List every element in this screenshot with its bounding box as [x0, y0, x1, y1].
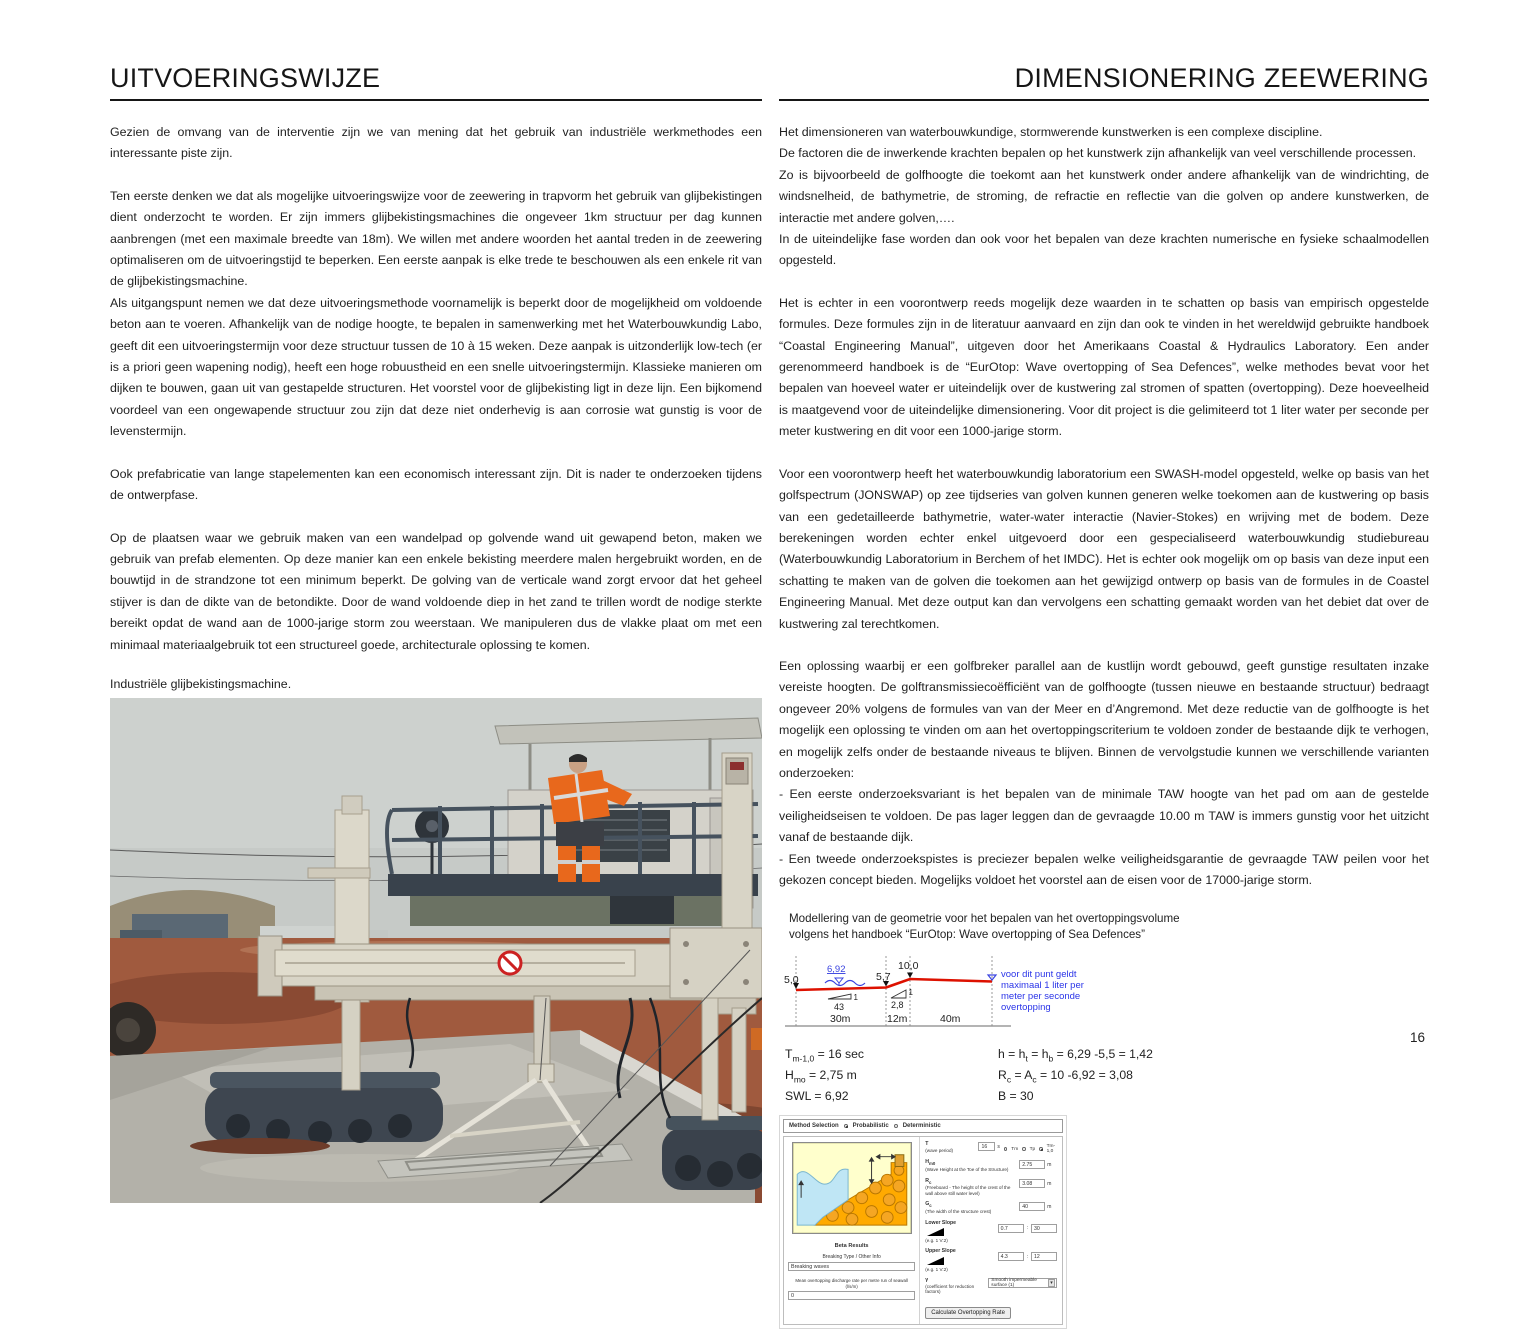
slope1-h: 43: [834, 1002, 845, 1013]
water-surface-wave: [825, 981, 865, 986]
level-mid-label: 5,7: [876, 971, 891, 984]
lower-slope-row: Lower Slope (e.g. 1 V:2) 0.7 : 30: [925, 1221, 1057, 1244]
p1-line: In de uiteindelijke fase worden dan ook voor het bepalen van deze krachten numerische en fysieke schaalmodellen opgesteld.: [779, 232, 1429, 268]
freeboard-row: $R_c$ (Freeboard - The height of the crest of the wall above still water level) 3.08 m: [925, 1177, 1052, 1196]
right-crawler-track: [662, 1116, 762, 1190]
p1-line: Het dimensioneren van waterbouwkundige, stormwerende kunstwerken is een complexe discipline.: [779, 125, 1323, 139]
tp-radio[interactable]: [1022, 1147, 1025, 1151]
left-paragraph-3: Ook prefabricatie van lange stapelementen kan een economisch interessant zijn. Dit is nader te onderzoeken tijdens de ontwerpfase.: [110, 466, 762, 503]
svg-text:overtopping: overtopping: [1001, 1002, 1051, 1014]
page-number: 16: [1409, 1030, 1425, 1045]
method-selection-bar: [783, 1119, 1063, 1133]
left-paragraph-4: Op de plaatsen waar we gebruik maken van een wandelpad op golvende wand uit gewapend beton, maken we gebruik van prefab elementen. Op deze manier kan een enkele bekisting meerdere malen hergebruikt worden, en de bouwtijd in de strandzone tot een minimum beperkt. De golving van de verticale wand zorgt ervoor dat het geheel stijver is dan de dikte van de betondikte. Door de wand voldoende diep in het zand te trillen wordt de nodige sterkte bereikt opdat de wand aan de 1000-jarige storm zou weerstaan. We manipuleren dus de vlakke plaat om met een minimaal materiaalgebruik tot een structureel goede, architecturale oplossing te komen.: [110, 530, 762, 652]
wave-height-input[interactable]: 2.75: [1019, 1160, 1045, 1169]
right-paragraph-3: Voor een voorontwerp heeft het waterbouwkundig laboratorium een SWASH-model opgesteld, welke op basis van het golfspectrum (JONSWAP) op zee tijdseries van golven kunnen generen welke toekomen aan de kustwering op basis van een gedetailleerde bathymetrie, water-water interactie (Navier-Stokes) en wrijving met de bodem. Deze berekeningen worden echter enkel uitgevoerd door een gespecialiseerd waterbouwkundig studiebureau (Waterbouwkundig Laboratorium in Berchem of het IMDC). Het is echter ook mogelijk om op basis van deze input een schatting te maken van de golven die toekomen aan het gewijzigd ontwerp op basis van de formules in de Coastel Engineering Manual. Met deze output kan dan vervolgens een schatting gemaakt worden van het debiet dat over de kustwering zal terechtkomen.: [779, 466, 1429, 631]
crest-width-input[interactable]: 40: [1019, 1202, 1045, 1211]
discharge-label: Mean overtopping discharge rate per metre run of seawall (l/s/m): [795, 1278, 908, 1289]
breaking-type-field[interactable]: Breaking waves: [788, 1262, 915, 1271]
lower-slope-h-input[interactable]: 30: [1031, 1224, 1057, 1233]
profile-line: [796, 979, 992, 990]
left-paragraph-2b: Als uitgangspunt nemen we dat deze uitvoeringsmethode voornamelijk is beperkt door de mogelijkheid om voldoende beton aan te voeren. Afhankelijk van de nodige hoogte, te bepalen in samenwerking met het Waterbouwkundig Labo, geeft dit een uitvoeringstermijn voor deze structuur tussen de 10 à 15 weken. Deze aanpak is uitzonderlijk low-tech (er is a priori geen wapening nodig), heeft een hoge robuustheid en een snelle uitvoeringstermijn. Klassieke manieren om dijken te bouwen, gaan uit van gestapelde structuren. Het voorstel voor de glijbekisting ligt in deze lijn. Een bijkomend voordeel van een ongewapende structuur zou zijn dat deze niet onderhevig is aan corrosie wat gunstig is voor de levenstermijn.: [110, 295, 762, 439]
slope-triangle-icon: [927, 1228, 944, 1236]
photo-slipform-machine: [110, 698, 762, 1208]
tm-radio[interactable]: [1004, 1147, 1007, 1151]
structure-section-image: [792, 1142, 912, 1234]
probabilistic-radio[interactable]: [844, 1124, 848, 1128]
crest-width-row: $G_c$ (The width of the structure crest) 40 m: [925, 1201, 1052, 1215]
tm10-radio[interactable]: [1039, 1147, 1042, 1151]
overtopping-note: [1001, 969, 1084, 1013]
left-column: [110, 63, 762, 1208]
swl-label: 6,92: [827, 964, 846, 976]
upper-slope-v-input[interactable]: 4.3: [998, 1252, 1024, 1261]
tool-right-pane: [920, 1137, 1062, 1324]
right-paragraph-4: [779, 656, 1429, 891]
slipform-machine-illustration: [110, 698, 762, 1203]
formula-right: $h = h_t = h_b = 6,29$ -5,5 = 1,42 $R_c = A_c = 10$ -6,92 = 3,08 B = 30: [998, 1047, 1153, 1104]
formula-block: [779, 1046, 1429, 1102]
left-paragraph-2a: Ten eerste denken we dat als mogelijke uitvoeringswijze voor de zeewering in trapvorm het gebruik van glijbekistingen dient onderzocht te worden. Er zijn immers glijbekistingsmachines die ongeveer 1km structuur per dag kunnen aanbrengen (met een maximale breedte van 18m). We willen met andere woorden het aantal treden in de zeewering optimaliseren om de uitvoeringstijd te beperken. Een eerste aanpak is elke trede te beschouwen als een enkele rit van de glijbekistingsmachine.: [110, 188, 762, 289]
right-heading: DIMENSIONERING ZEEWERING: [779, 63, 1429, 101]
level-left-label: 5,0: [784, 974, 799, 987]
method-selection-label: Method Selection: [789, 1123, 839, 1130]
svg-text:meter per seconde: meter per seconde: [1001, 991, 1081, 1003]
right-column: [779, 63, 1429, 1329]
overtopping-geometry-diagram: [783, 952, 1119, 1042]
discharge-field[interactable]: 0: [788, 1291, 915, 1300]
upper-slope-row: Upper Slope (e.g. 1 V:2) 4.3 : 12: [925, 1249, 1057, 1272]
slope2-h: 2,8: [891, 1000, 904, 1011]
wave-height-row: $H_{m0}$ (Wave Height at the Toe of the Structure) 2.75 m: [925, 1159, 1052, 1173]
p1-line: De factoren die de inwerkende krachten bepalen op het kunstwerk zijn afhankelijk van veel verschillende processen.: [779, 146, 1417, 161]
wave-period-row: T (wave period) 16 s Tm Tp Tm-1,0: [925, 1141, 1056, 1155]
diagram-caption: Modellering van de geometrie voor het bepalen van het overtoppingsvolume volgens het handboek “EurOtop: Wave overtopping of Sea Defences”: [789, 912, 1180, 941]
formula-left: $T_{m-1,0} = 16$ sec $H_{mo} = 2,75$ m SWL = 6,92: [785, 1047, 864, 1104]
svg-text:voor dit punt geldt: voor dit punt geldt: [1001, 969, 1077, 981]
beta-results-title: Beta Results: [834, 1243, 869, 1250]
right-paragraph-1: [779, 122, 1429, 272]
photo-caption: Industriële glijbekistingsmachine.: [110, 676, 292, 691]
left-paragraph-1: Gezien de omvang van de interventie zijn we van mening dat het gebruik van industriële werkmethodes een interessante piste zijn.: [110, 125, 762, 161]
tool-left-pane: [784, 1137, 920, 1324]
dropdown-arrow-icon[interactable]: ▾: [1048, 1279, 1055, 1287]
svg-text:maximaal 1 liter per: maximaal 1 liter per: [1001, 980, 1084, 992]
dim-12m: 12m: [887, 1013, 908, 1026]
calculate-overtopping-button[interactable]: Calculate Overtopping Rate: [925, 1307, 1011, 1319]
right-paragraph-2: Het is echter in een voorontwerp reeds mogelijk deze waarden in te schatten op basis van empirisch opgestelde formules. Deze formules zijn in de literatuur aanvaard en zijn dan ook te vinden in het wereldwijd gebruikte handboek “Coastal Engineering Manual”, uitgeven door het Amerikaans Coastal & Hydraulics Laboratory. Een ander gerenommeerd handboek is de “EurOtop: Wave overtopping of Sea Defences”, welke methodes bevat voor het bepalen van hoeveel water er uiteindelijk over de kustwering zal stromen of spatten (overtopping). Deze hoeveelheid is maatgevend voor de uiteindelijke dimensionering. Voor dit project is die gelimiteerd tot 1 liter water per seconde per meter kustwering en dit voor een 1000-jarige storm.: [779, 295, 1429, 439]
dim-30m: 30m: [830, 1013, 851, 1026]
slope-triangle-icon: [927, 1257, 944, 1265]
p1-line: Zo is bijvoorbeeld de golfhoogte die toekomt aan het kunstwerk onder andere afhankelijk van de windrichting, de windsnelheid, de bathymetrie, de stroming, de refractie en reflectie van die golven op andere kunstwerken, de interactie met andere golven,….: [779, 167, 1429, 225]
p4-intro: Een oplossing waarbij er een golfbreker parallel aan de kustlijn wordt gebouwd, geeft gunstige resultaten inzake vereiste hoogten. De golftransmissiecoëfficiënt van de golfhoogte (tussen nieuwe en bestaande structuur) bedraagt ongeveer 20% volgens de formules van van der Meer en d’Angremond. Met deze reductie van de golfhoogte is het mogelijk een oplossing te vinden om aan het overtoppingscriterium te voldoen zonder de bestaande dijk te verhogen, en mogelijk zelfs onder de bestaande niveaus te blijven. Binnen de vervolgstudie kunnen we verschillende varianten onderzoeken:: [779, 658, 1429, 780]
breaking-type-label: Breaking Type / Other Info: [822, 1254, 881, 1261]
wave-period-input[interactable]: 16: [978, 1142, 995, 1151]
gamma-row: γ (coefficient for reduction factors) Smooth impermeable surface (1) ▾: [925, 1278, 1057, 1295]
slope2-v: 1: [908, 988, 913, 998]
dim-40m: 40m: [940, 1013, 961, 1026]
left-crawler-track: [190, 1072, 443, 1154]
p4-variant-1: - Een eerste onderzoeksvariant is het bepalen van de minimale TAW hoogte van het pad om aan de gestelde veiligheidseisen te voldoen. De pas lager leggen dan de gevraagde 10.00 m TAW is immers gunstig voor het uitzicht vanaf de bestaande dijk.: [779, 787, 1429, 845]
deterministic-radio[interactable]: [894, 1124, 898, 1128]
overtopping-tool-screenshot: [779, 1115, 1067, 1329]
lower-slope-v-input[interactable]: 0.7: [998, 1224, 1024, 1233]
slope1-v: 1: [853, 993, 858, 1003]
p4-variant-2: - Een tweede onderzoekspistes is preciezer bepalen welke veiligheidsgarantie de gevraagde TAW peilen voor het gekozen concept bieden. Mogelijks voldoet het voorstel aan de eisen voor de 17000-jarige storm.: [779, 851, 1429, 887]
reduction-factor-select[interactable]: Smooth impermeable surface (1) ▾: [988, 1278, 1057, 1288]
freeboard-input[interactable]: 3.08: [1019, 1179, 1045, 1188]
left-heading: UITVOERINGSWIJZE: [110, 63, 762, 101]
upper-slope-h-input[interactable]: 12: [1031, 1252, 1057, 1261]
level-crest-label: 10,0: [898, 960, 919, 973]
probabilistic-label: Probabilistic: [852, 1123, 889, 1130]
deterministic-label: Deterministic: [902, 1123, 941, 1130]
